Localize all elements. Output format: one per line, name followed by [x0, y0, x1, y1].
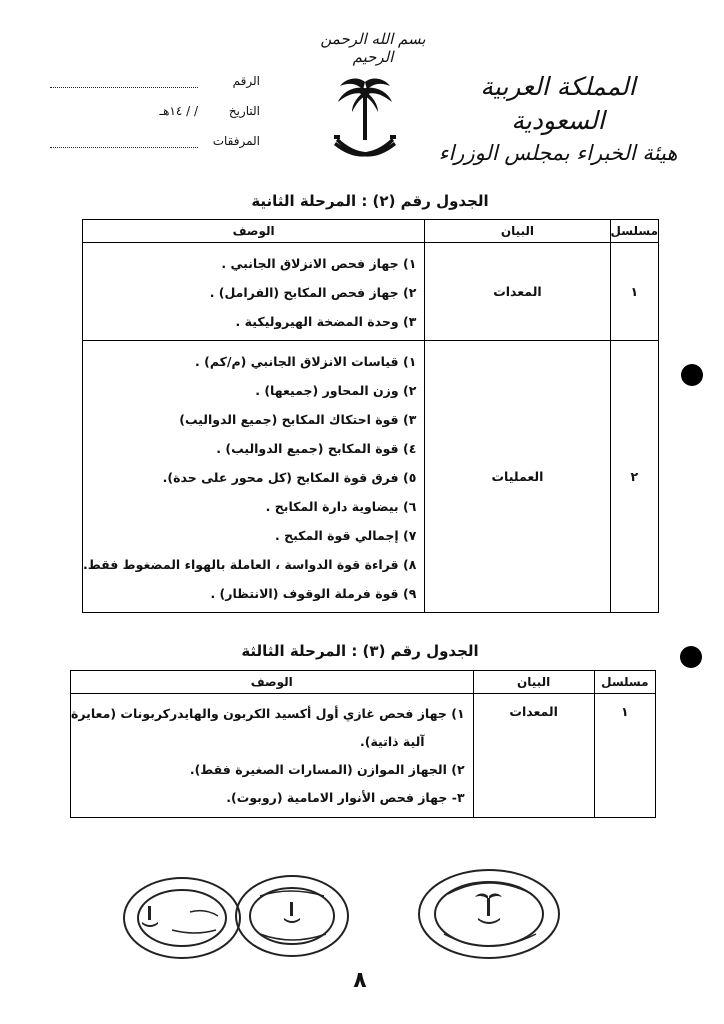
table2: [82, 219, 659, 613]
official-stamps-icon: [120, 872, 352, 964]
kingdom-name: المملكة العربية السعودية: [480, 72, 636, 135]
list-item: ٥) فرق قوة المكابح (كل محور على حدة).: [162, 470, 417, 485]
description-header: الوصف: [71, 671, 474, 694]
table-row: [71, 694, 656, 818]
punch-hole-mark: [680, 646, 702, 668]
date-label: التاريخ: [228, 104, 260, 118]
description-header: الوصف: [83, 220, 425, 243]
list-item: ١) جهاز فحص الانزلاق الجانبي .: [221, 256, 417, 271]
table3-header-row: [71, 671, 656, 694]
list-item: ١) قياسات الانزلاق الجانبي (م/كم) .: [195, 354, 417, 369]
number-label: الرقم: [232, 74, 260, 88]
statement-cell: العمليات: [425, 341, 610, 613]
serial-header: مسلسل: [610, 220, 658, 243]
table2-title: الجدول رقم (٢) : المرحلة الثانية: [251, 192, 489, 210]
list-item: ٩) قوة فرملة الوقوف (الانتظار) .: [210, 586, 417, 601]
number-line: [50, 75, 198, 88]
list-item: ٢) وزن المحاور (جميعها) .: [255, 383, 417, 398]
description-cell: [83, 243, 425, 341]
date-field: [50, 96, 260, 126]
list-item: ٦) بيضاوية دارة المكابح .: [265, 499, 417, 514]
statement-header: البيان: [473, 671, 594, 694]
statement-cell: المعدات: [425, 243, 610, 341]
description-cell: [83, 341, 425, 613]
list-item: ٣- جهاز فحص الأنوار الامامية (روبوت).: [226, 790, 465, 805]
list-item: ٨) قراءة قوة الدواسة ، العاملة بالهواء المضغوط فقط.: [83, 557, 417, 572]
list-item: آلية ذاتية).: [360, 734, 425, 749]
authority-stamp-icon: [414, 866, 564, 962]
attachments-label: المرفقات: [212, 134, 260, 148]
serial-header: مسلسل: [594, 671, 655, 694]
punch-hole-mark: [681, 364, 703, 386]
list-item: ٣) وحدة المضخة الهيروليكية .: [235, 314, 417, 329]
list-item: ٧) إجمالي قوة المكبح .: [274, 528, 417, 543]
list-item: ١) جهاز فحص غازي أول أكسيد الكربون والهايدركربونات (معايرة: [71, 706, 465, 721]
date-value: / / ١٤هـ: [159, 104, 198, 118]
table3-title: الجدول رقم (٣) : المرحلة الثالثة: [241, 642, 479, 660]
attachments-field: [50, 126, 260, 156]
serial-cell: ١: [610, 243, 658, 341]
list-item: ٢) جهاز فحص المكابح (الفرامل) .: [209, 285, 417, 300]
list-item: ٣) قوة احتكاك المكابح (جميع الدواليب): [179, 412, 417, 427]
letterhead-title: [438, 70, 678, 168]
serial-cell: ٢: [610, 341, 658, 613]
table-row: [83, 243, 659, 341]
table-row: [83, 341, 659, 613]
serial-cell: ١: [594, 694, 655, 818]
page-number: ٨: [353, 968, 367, 993]
attachments-line: [50, 135, 198, 148]
number-field: [50, 66, 260, 96]
statement-header: البيان: [425, 220, 610, 243]
list-item: ٤) قوة المكابح (جميع الدواليب) .: [216, 441, 417, 456]
basmala: بسم الله الرحمن الرحيم: [320, 30, 426, 66]
list-item: ٢) الجهاز الموازن (المسارات الصغيرة فقط).: [189, 762, 465, 777]
table2-header-row: [83, 220, 659, 243]
authority-name: هيئة الخبراء بمجلس الوزراء: [438, 141, 678, 165]
letter-fields: [50, 66, 260, 156]
statement-cell: المعدات: [473, 694, 594, 818]
palm-swords-emblem-icon: [330, 72, 400, 172]
table3: [70, 670, 656, 818]
description-cell: [71, 694, 474, 818]
